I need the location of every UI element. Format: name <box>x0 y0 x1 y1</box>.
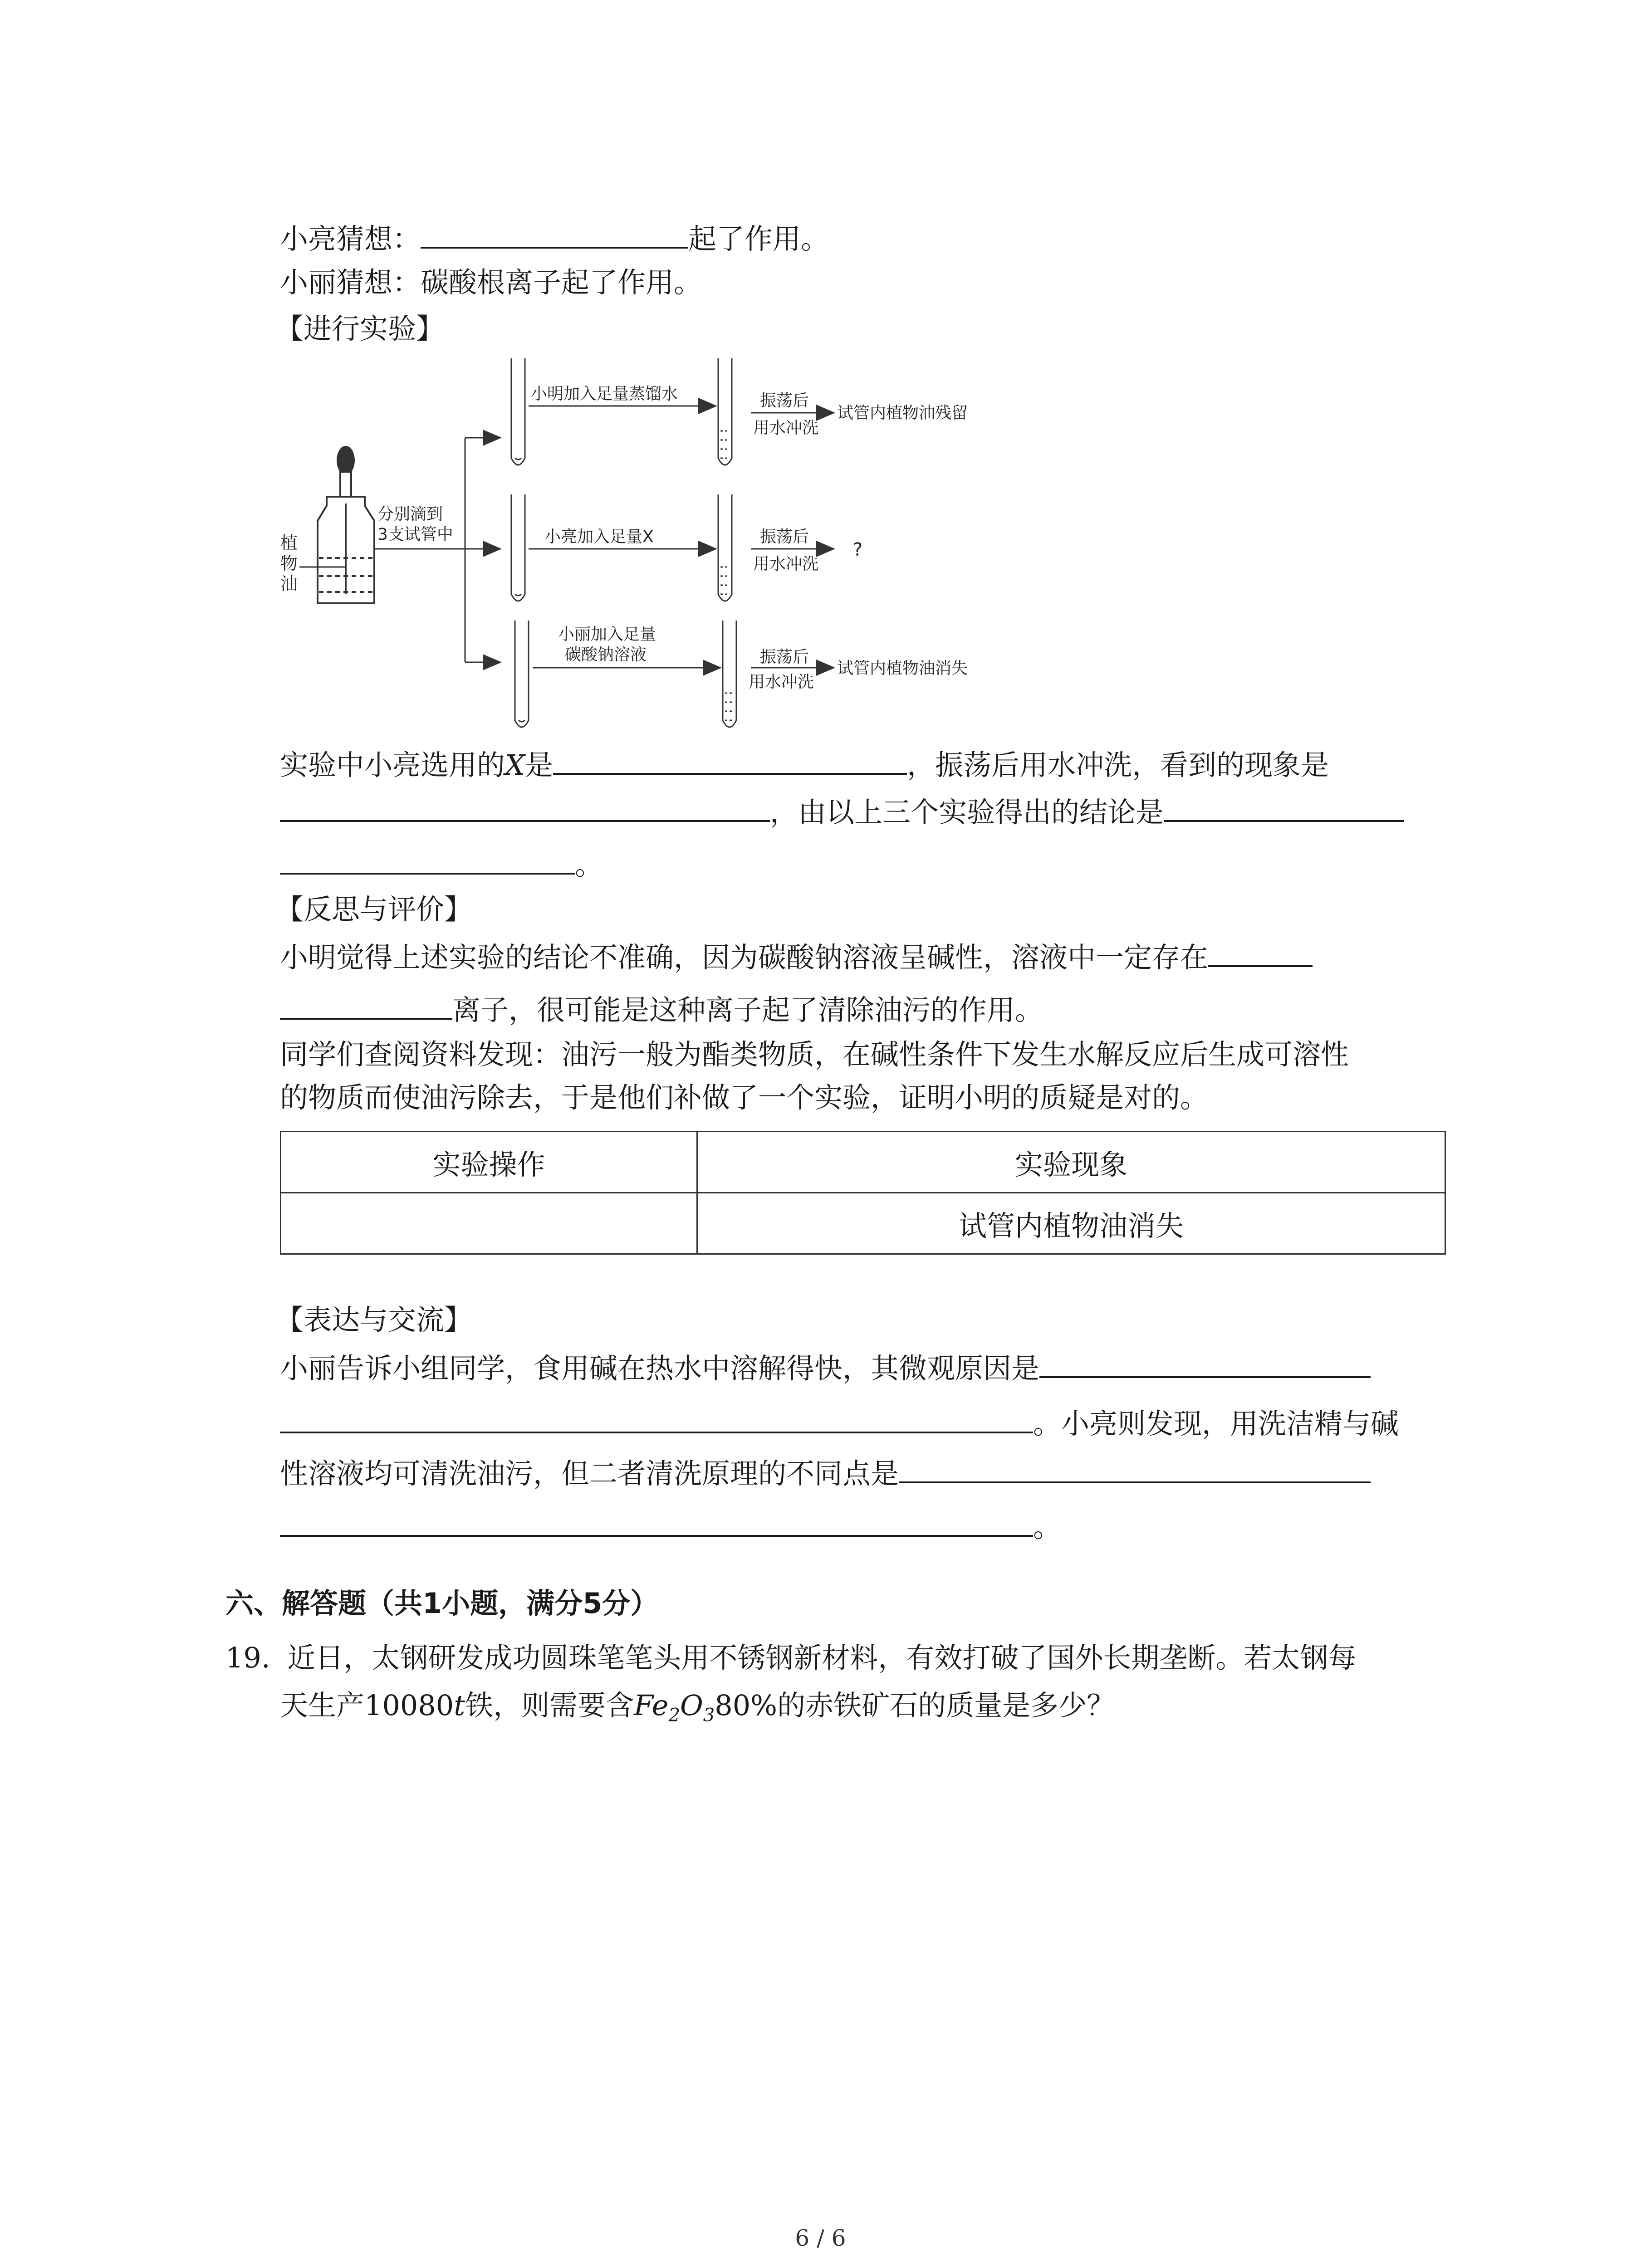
split-label-1: 分别滴到 <box>377 505 443 523</box>
test-tube <box>515 621 529 727</box>
table-header-operation: 实验操作 <box>281 1132 697 1193</box>
table-cell-phenomenon: 试管内植物油消失 <box>697 1193 1445 1254</box>
test-tube <box>511 494 525 601</box>
page-number: 6 / 6 <box>795 2225 846 2251</box>
shake-label-3b: 用水冲洗 <box>749 673 814 691</box>
result-1: 试管内植物油残留 <box>837 404 968 422</box>
oil-label-1: 植 <box>280 533 298 553</box>
test-tube-filled <box>723 621 736 727</box>
answer-blank-conclusion[interactable] <box>1164 790 1404 822</box>
dropper-bottle <box>318 447 374 603</box>
branch1-action: 小明加入足量蒸馏水 <box>531 385 678 403</box>
shake-label-2a: 振荡后 <box>760 528 809 546</box>
table-header-phenomenon: 实验现象 <box>697 1132 1445 1193</box>
branch3-action-1: 小丽加入足量 <box>558 625 656 644</box>
test-tube <box>511 358 525 465</box>
oil-label-3: 油 <box>280 574 298 594</box>
question-19-line1: 19. 近日，太钢研发成功圆珠笔笔头用不锈钢新材料，有效打破了国外长期垄断。若太钢每 <box>225 1641 1357 1674</box>
answer-blank-conclusion-cont[interactable] <box>280 843 575 875</box>
question-number: 19. <box>225 1641 270 1674</box>
expression-line4: 。 <box>280 1505 1061 1548</box>
expression-line2: 。小亮则发现，用洗洁精与碱 <box>280 1402 1399 1444</box>
answer-blank-micro-reason-cont[interactable] <box>280 1402 1033 1433</box>
table-header-row <box>281 1132 1445 1193</box>
shake-label-1a: 振荡后 <box>760 391 809 410</box>
experiment-table <box>280 1131 1446 1255</box>
section-expression: 【表达与交流】 <box>275 1303 473 1336</box>
reflection-line4: 的物质而使油污除去，于是他们补做了一个实验，证明小明的质疑是对的。 <box>280 1081 1209 1114</box>
experiment-question-line3: 。 <box>280 843 603 885</box>
shake-label-2b: 用水冲洗 <box>753 555 819 573</box>
section-experiment: 【进行实验】 <box>275 312 445 345</box>
oil-label-2: 物 <box>280 553 298 573</box>
answer-blank-phenomenon[interactable] <box>280 790 770 822</box>
answer-blank-ion[interactable] <box>1208 935 1313 967</box>
expression-line1: 小丽告诉小组同学，食用碱在热水中溶解得快，其微观原因是 <box>280 1346 1371 1389</box>
question-19-line2: 天生产10080t铁，则需要含$Fe_2O_380\%$的赤铁矿石的质量是多少？ <box>280 1689 1115 1726</box>
answer-blank-x[interactable] <box>553 743 907 775</box>
experiment-question-line2: ，由以上三个实验得出的结论是 <box>280 790 1404 833</box>
answer-blank-ion-cont[interactable] <box>280 988 452 1020</box>
formula-fe2o3: $Fe_2O_3$ <box>634 1689 715 1726</box>
table-row <box>281 1193 1445 1254</box>
experiment-diagram <box>272 349 1043 744</box>
branch2-action: 小亮加入足量X <box>544 528 654 546</box>
reflection-line1: 小明觉得上述实验的结论不准确，因为碳酸钠溶液呈碱性，溶液中一定存在 <box>280 935 1313 978</box>
split-label-2: 3支试管中 <box>377 525 453 544</box>
shake-label-3a: 振荡后 <box>760 648 809 666</box>
table-cell-operation[interactable] <box>281 1193 697 1254</box>
test-tube-filled <box>718 358 732 465</box>
reflection-line3: 同学们查阅资料发现：油污一般为酯类物质，在碱性条件下发生水解反应后生成可溶性 <box>280 1038 1349 1071</box>
result-2: ? <box>853 539 863 560</box>
guess-xiaoliang: 小亮猜想： 起了作用。 <box>280 217 829 259</box>
branch3-action-2: 碳酸钠溶液 <box>565 645 647 664</box>
result-3: 试管内植物油消失 <box>837 659 968 678</box>
guess-xiaoli: 小丽猜想：碳酸根离子起了作用。 <box>280 266 702 299</box>
test-tube-filled <box>718 494 732 601</box>
answer-blank-difference[interactable] <box>899 1452 1371 1483</box>
expression-line3: 性溶液均可清洗油污，但二者清洗原理的不同点是 <box>280 1452 1371 1494</box>
answer-blank[interactable] <box>421 217 688 249</box>
answer-blank-difference-cont[interactable] <box>280 1505 1033 1537</box>
reflection-line2: 离子，很可能是这种离子起了清除油污的作用。 <box>280 988 1043 1031</box>
shake-label-1b: 用水冲洗 <box>753 419 819 437</box>
answer-blank-micro-reason[interactable] <box>1039 1346 1371 1378</box>
section-six-heading: 六、解答题（共1小题，满分5分） <box>225 1587 659 1620</box>
experiment-question-line1: 实验中小亮选用的X是 ，振荡后用水冲洗，看到的现象是 <box>280 743 1329 786</box>
section-reflection: 【反思与评价】 <box>275 893 473 926</box>
